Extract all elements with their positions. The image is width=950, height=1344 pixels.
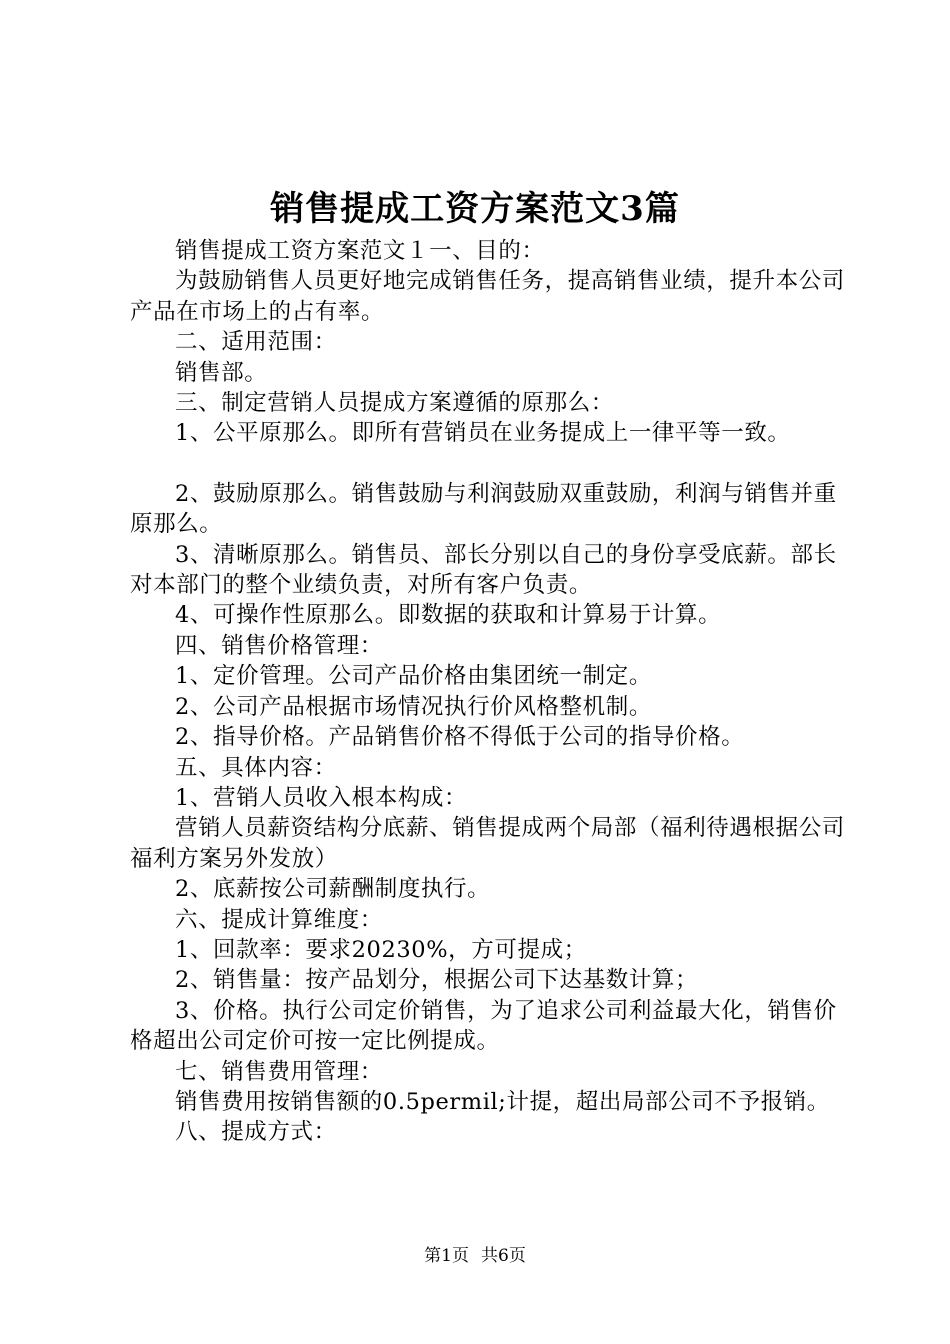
paragraph: 为鼓励销售人员更好地完成销售任务，提高销售业绩，提升本公司产品在市场上的占有率。 xyxy=(130,268,845,325)
paragraph: 1、公平原那么。即所有营销员在业务提成上一律平等一致。 xyxy=(175,420,791,447)
page-footer xyxy=(0,1244,950,1268)
paragraph: 销售部。 xyxy=(175,359,268,386)
paragraph: 营销人员薪资结构分底薪、销售提成两个局部（福利待遇根据公司福利方案另外发放） xyxy=(130,815,845,872)
paragraph: 销售费用按销售额的0.5permil;计提，超出局部公司不予报销。 xyxy=(175,1088,830,1115)
paragraph: 六、提成计算维度： xyxy=(175,906,383,933)
paragraph: 2、公司产品根据市场情况执行价风格整机制。 xyxy=(175,693,652,720)
page-title: 销售提成工资方案范文3篇 xyxy=(270,189,680,229)
paragraph: 销售提成工资方案范文１一、目的： xyxy=(175,238,545,264)
page-number: 第1页 xyxy=(424,1246,469,1266)
paragraph: 2、鼓励原那么。销售鼓励与利润鼓励双重鼓励，利润与销售并重原那么。 xyxy=(130,480,837,538)
paragraph: 1、定价管理。公司产品价格由集团统一制定。 xyxy=(175,663,652,690)
paragraph: 七、销售费用管理： xyxy=(175,1058,383,1085)
paragraph: 1、营销人员收入根本构成： xyxy=(175,784,468,811)
paragraph: 3、清晰原那么。销售员、部长分别以自己的身份享受底薪。部长对本部门的整个业绩负责，对所有客户负责。 xyxy=(130,541,837,599)
paragraph: 2、指导价格。产品销售价格不得低于公司的指导价格。 xyxy=(175,724,745,751)
paragraph: 八、提成方式： xyxy=(175,1119,337,1146)
document-body xyxy=(130,236,845,1148)
paragraph: 二、适用范围： xyxy=(175,329,337,356)
paragraph: 2、底薪按公司薪酬制度执行。 xyxy=(175,876,491,903)
paragraph: 五、具体内容： xyxy=(175,754,337,781)
page-total: 共6页 xyxy=(481,1246,526,1266)
paragraph: 3、价格。执行公司定价销售，为了追求公司利益最大化，销售价格超出公司定价可按一定比例提成。 xyxy=(130,997,837,1055)
paragraph: 2、销售量：按产品划分，根据公司下达基数计算； xyxy=(175,967,699,994)
paragraph: 三、制定营销人员提成方案遵循的原那么： xyxy=(175,390,614,417)
paragraph: 4、可操作性原那么。即数据的获取和计算易于计算。 xyxy=(175,602,722,629)
paragraph: 1、回款率：要求20230%，方可提成； xyxy=(175,936,587,963)
paragraph: 四、销售价格管理： xyxy=(175,632,383,659)
